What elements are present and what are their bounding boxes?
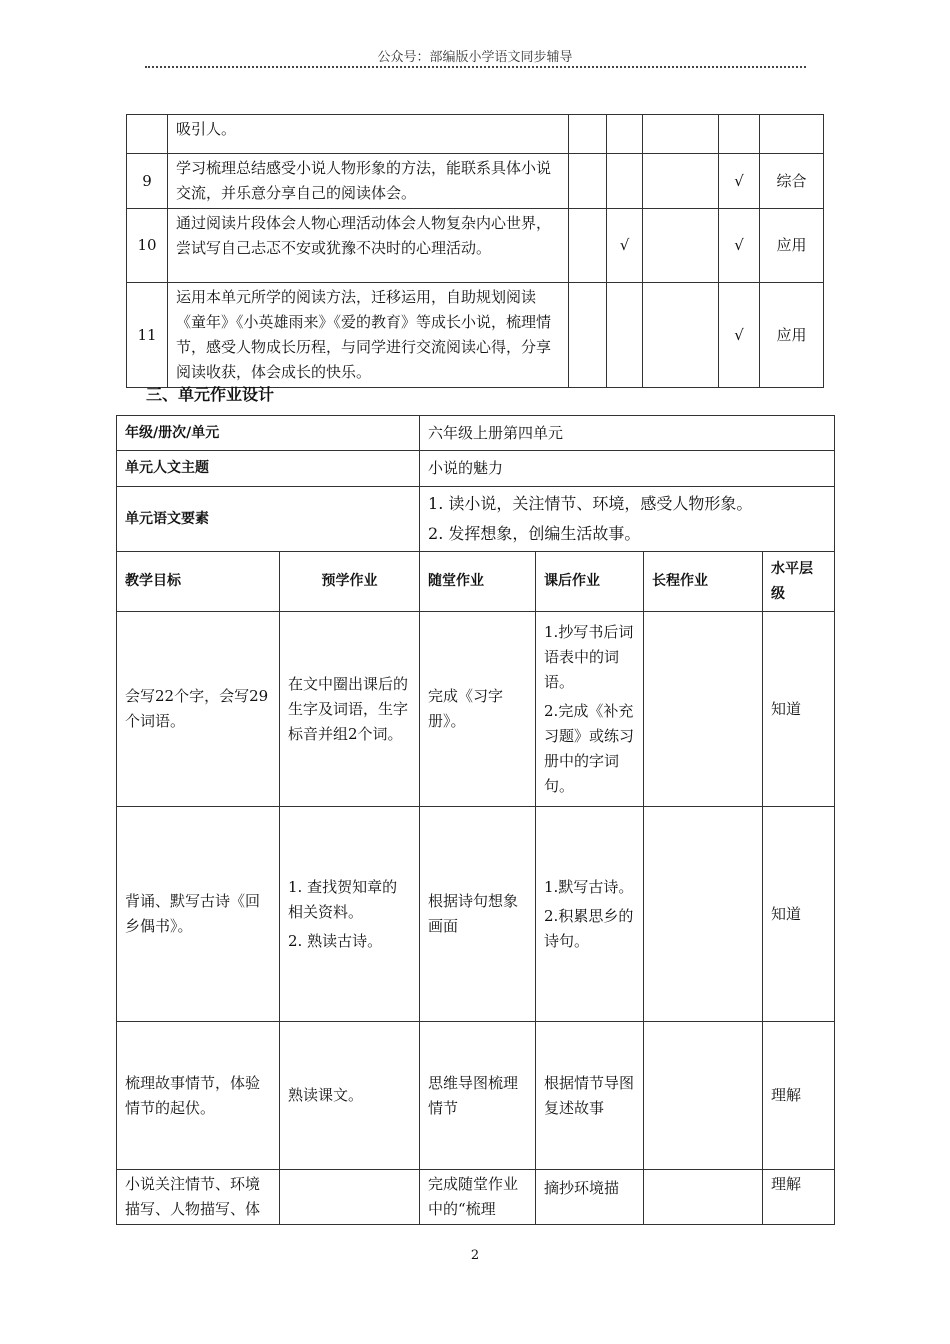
row-number [127,115,168,154]
goal-cell: 梳理故事情节，体验情节的起伏。 [117,1022,280,1170]
column-header: 教学目标 [117,552,280,612]
objective-text: 通过阅读片段体会人物心理活动体会人物复杂内心世界，尝试写自己忐忑不安或犹豫不决时的心理活动。 [168,209,569,283]
goal-cell: 背诵、默写古诗《回乡偶书》。 [117,807,280,1022]
long-homework-cell [644,807,763,1022]
theme-row: 单元人文主题 小说的魅力 [117,451,835,487]
level-cell: 应用 [760,209,824,283]
class-homework-cell: 完成随堂作业中的“梳理 [420,1170,536,1225]
goal-cell: 小说关注情节、环境描写、人物描写、体 [117,1170,280,1225]
long-homework-cell [644,612,763,807]
level-cell: 综合 [760,154,824,209]
pre-homework-cell: 1. 查找贺知章的相关资料。 2. 熟读古诗。 [280,807,420,1022]
row-number: 10 [127,209,168,283]
row-number: 11 [127,283,168,388]
check-cell [643,154,719,209]
homework-row [117,1022,835,1170]
after-homework-cell: 摘抄环境描 [536,1170,644,1225]
check-cell [569,209,607,283]
after-homework-cell: 根据情节导图复述故事 [536,1022,644,1170]
row-number: 9 [127,154,168,209]
level-cell: 知道 [763,807,835,1022]
check-cell [569,154,607,209]
check-cell: √ [719,154,760,209]
check-cell: √ [719,209,760,283]
class-homework-cell: 完成《习字册》。 [420,612,536,807]
header-row [117,552,835,612]
check-cell: √ [607,209,643,283]
check-cell [607,283,643,388]
goal-cell: 会写22个字，会写29个词语。 [117,612,280,807]
pre-homework-cell [280,1170,420,1225]
column-header: 水平层级 [763,552,835,612]
check-cell [643,209,719,283]
after-homework-cell: 1.默写古诗。 2.积累思乡的诗句。 [536,807,644,1022]
check-cell [569,115,607,154]
long-homework-cell [644,1022,763,1170]
check-cell [643,283,719,388]
class-homework-cell: 思维导图梳理情节 [420,1022,536,1170]
homework-row [117,1170,835,1225]
objective-text: 学习梳理总结感受小说人物形象的方法，能联系具体小说交流，并乐意分享自己的阅读体会。 [168,154,569,209]
level-cell: 理解 [763,1022,835,1170]
level-cell: 知道 [763,612,835,807]
level-cell: 理解 [763,1170,835,1225]
section-title: 三、单元作业设计 [146,385,275,404]
pre-homework-cell: 在文中圈出课后的生字及词语，生字标音并组2个词。 [280,612,420,807]
level-cell: 应用 [760,283,824,388]
objective-row [127,115,824,154]
grade-row: 年级/册次/单元 六年级上册第四单元 [117,416,835,451]
check-cell [643,115,719,154]
pre-homework-cell: 熟读课文。 [280,1022,420,1170]
long-homework-cell [644,1170,763,1225]
objective-text: 运用本单元所学的阅读方法，迁移运用，自助规划阅读《童年》《小英雄雨来》《爱的教育》等成长小说，梳理情节，感受人物成长历程，与同学进行交流阅读心得，分享阅读收获，体会成长的快乐。 [168,283,569,388]
objective-text: 吸引人。 [168,115,569,154]
level-cell [760,115,824,154]
check-cell [719,115,760,154]
column-header: 随堂作业 [420,552,536,612]
objective-row [127,209,824,283]
page-header: 公众号：部编版小学语文同步辅导 [377,50,573,65]
header-divider [145,66,806,68]
check-cell [607,115,643,154]
check-cell [607,154,643,209]
elements-row: 单元语文要素 1. 读小说，关注情节、环境，感受人物形象。 2. 发挥想象，创编生活故事。 [117,487,835,552]
column-header: 课后作业 [536,552,644,612]
after-homework-cell: 1.抄写书后词语表中的词语。 2.完成《补充习题》或练习册中的字词句。 [536,612,644,807]
check-cell [569,283,607,388]
class-homework-cell: 根据诗句想象画面 [420,807,536,1022]
homework-design-table [116,415,835,1225]
column-header: 长程作业 [644,552,763,612]
page-number: 2 [470,1248,480,1263]
homework-row [117,612,835,807]
column-header: 预学作业 [280,552,420,612]
check-cell: √ [719,283,760,388]
objectives-table [126,114,824,388]
objective-row [127,154,824,209]
homework-row [117,807,835,1022]
objective-row [127,283,824,388]
